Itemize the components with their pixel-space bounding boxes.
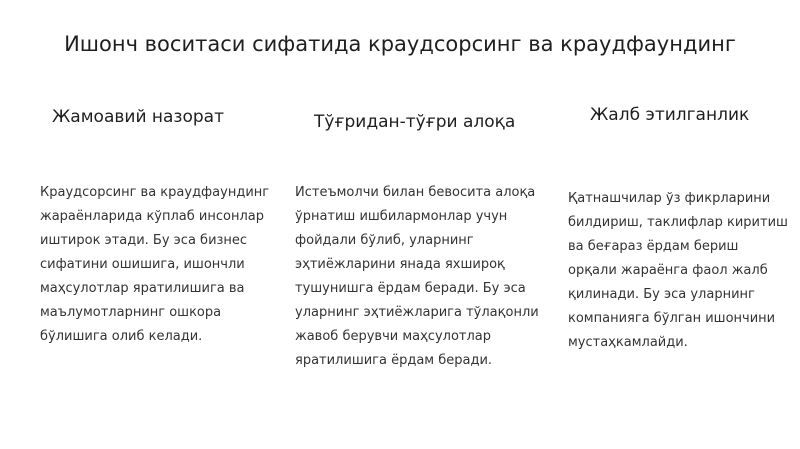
column-heading-engagement: Жалб этилганлик [590, 105, 750, 125]
column-heading-collective-control: Жамоавий назорат [52, 107, 224, 127]
page-title: Ишонч воситаси сифатида краудсорсинг ва краудфаундинг [64, 32, 736, 56]
column-heading-direct-contact: Тўғридан-тўғри алоқа [314, 112, 516, 132]
column-body-collective-control: Краудсорсинг ва краудфаундинг жараёнларида кўплаб инсонлар иштирок этади. Бу эса бизнес сифатини ошишига, ишончли маҳсулотлар яратилишига ва маълумотларнинг ошкора бўлишига олиб келади. [40, 185, 270, 344]
column-body-direct-contact: Истеъмолчи билан бевосита алоқа ўрнатиш ишбилармонлар учун фойдали бўлиб, уларнинг эҳтиёжларини янада яхшироқ тушунишга ёрдам беради. Бу эса уларнинг эҳтиёжларига тўлақонли жавоб берувчи маҳсулотлар яратилишига ёрдам беради. [295, 185, 539, 368]
column-body-engagement: Қатнашчилар ўз фикрларини билдириш, таклифлар киритиш ва беғараз ёрдам бериш орқали жараёнга фаол жалб қилинади. Бу эса уларнинг компанияга бўлган ишончини мустаҳкамлайди. [568, 191, 788, 350]
